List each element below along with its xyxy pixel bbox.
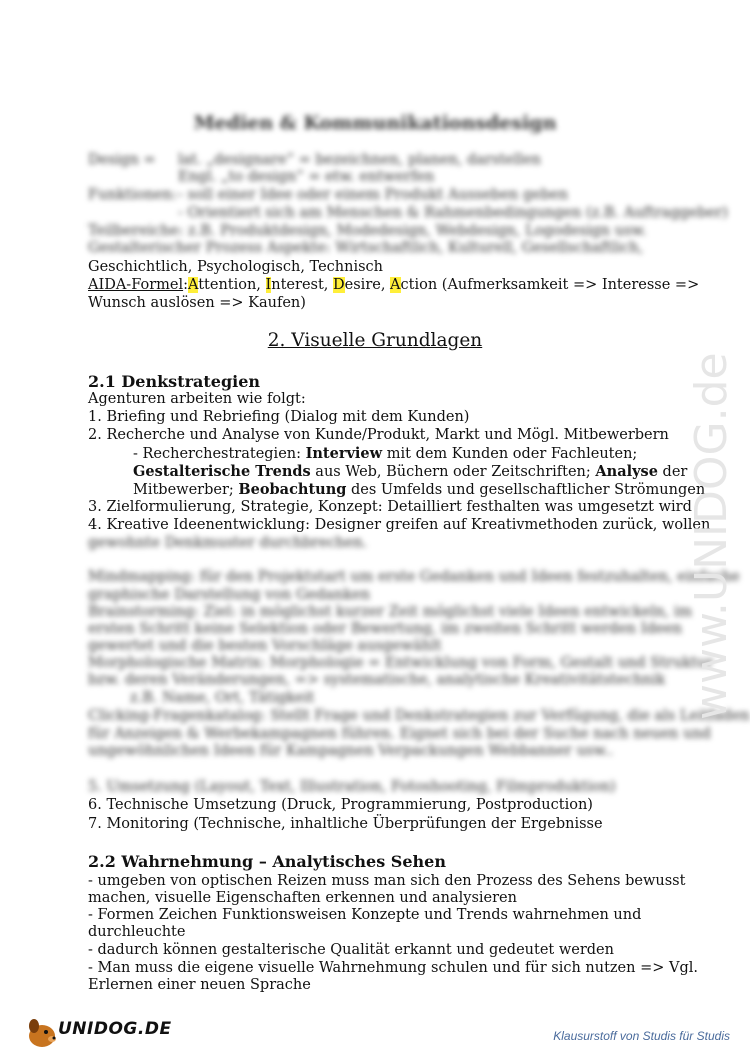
sub-item: [133, 463, 687, 481]
aida-line: [88, 277, 699, 294]
intro-line: Geschichtlich, Psychologisch, Technisch: [88, 259, 383, 275]
aida-letter-i: I: [265, 277, 272, 293]
section-heading: 2. Visuelle Grundlagen: [267, 330, 483, 351]
aida-letter-d: D: [333, 277, 345, 293]
def-row: [88, 240, 643, 257]
blurred-line: 5. Umsetzung (Layout, Text, Illustration, Fotoshooting, Filmproduktion): [88, 779, 616, 795]
aida-line-2: Wunsch auslösen => Kaufen): [88, 295, 306, 311]
text: mit dem Kunden oder Fachleuten;: [382, 446, 638, 462]
aida-word: nterest,: [271, 277, 334, 293]
blurred-line: graphische Darstellung von Gedanken: [88, 587, 371, 603]
def-text: Wirtschaftlich, Kulturell, Gesellschaftlich,: [335, 240, 644, 256]
def-text: - Orientiert sich am Menschen & Rahmenbedingungen (z.B. Auftraggeber): [178, 205, 728, 221]
bold-term: Beobachtung: [238, 481, 347, 498]
paragraph-line: machen, visuelle Eigenschaften erkennen und analysieren: [88, 890, 517, 906]
def-label: Teilbereiche:: [88, 223, 184, 239]
paragraph-line: - Man muss die eigene visuelle Wahrnehmung schulen und für sich nutzen => Vgl.: [88, 960, 698, 976]
def-label: Funktionen:: [88, 187, 177, 203]
paragraph-line: - umgeben von optischen Reizen muss man sich den Prozess des Sehens bewusst: [88, 873, 686, 889]
bold-term: Analyse: [595, 463, 658, 480]
watermark-text: www.UNIDOG.de: [686, 352, 737, 720]
dog-icon: [29, 1019, 56, 1047]
sub-item: [133, 481, 705, 499]
aida-word: ttention,: [198, 277, 266, 293]
bold-term: Interview: [305, 445, 383, 462]
list-item: 7. Monitoring (Technische, inhaltliche Überprüfungen der Ergebnisse: [88, 816, 603, 832]
list-item: 3. Zielformulierung, Strategie, Konzept: Detailliert festhalten was umgesetzt wird: [88, 499, 692, 515]
blurred-line: bzw. deren Veränderungen, => systematische, analytische Kreativitätstechnik: [88, 672, 666, 688]
paragraph-line: - dadurch können gestalterische Qualität erkannt und gedeutet werden: [88, 942, 614, 958]
aida-word: ction (Aufmerksamkeit => Interesse =>: [400, 277, 700, 293]
def-text: Engl. „to design“ = etw. entwerfen: [178, 169, 435, 185]
subsection-heading: 2.1 Denkstrategien: [88, 372, 261, 391]
aida-word: esire,: [344, 277, 391, 293]
doc-title: Medien & Kommunikationsdesign: [193, 112, 557, 134]
text: des Umfelds und gesellschaftlicher Strömungen: [346, 482, 706, 498]
def-row: [88, 187, 569, 204]
blurred-line: für Anzeigen & Werbekampagnen führen. Eignet sich bei der Suche nach neuen und: [88, 726, 711, 742]
aida-letter-a2: A: [390, 277, 401, 293]
def-row: [88, 152, 541, 169]
list-item: 2. Recherche und Analyse von Kunde/Produkt, Markt und Mögl. Mitbewerbern: [88, 427, 669, 443]
watermark: [628, 250, 750, 750]
aida-label: AIDA-Formel: [88, 277, 184, 293]
logo-text: UNIDOG.DE: [58, 1019, 172, 1039]
blurred-line: Morphologische Matrix: Morphologie = Entwicklung von Form, Gestalt und Struktur: [88, 655, 714, 671]
def-label: Design =: [88, 152, 156, 168]
sub-item: [133, 445, 637, 463]
paragraph-line: Erlernen einer neuen Sprache: [88, 977, 311, 993]
blurred-line: ersten Schritt keine Selektion oder Bewertung, im zweiten Schritt werden Ideen: [88, 621, 683, 637]
blurred-line: Brainstorming: Ziel: in möglichst kurzer Zeit möglichst viele Ideen entwickeln, im: [88, 604, 693, 620]
blurred-line: z.B. Name, Ort, Tätigkeit: [130, 690, 315, 706]
blurred-line: Mindmapping: für den Projektstart um erste Gedanken und Ideen festzuhalten, einfache: [88, 569, 740, 585]
blurred-line: gewertet und die besten Vorschläge ausgewählt: [88, 638, 442, 654]
text: aus Web, Büchern oder Zeitschriften;: [310, 464, 596, 480]
blurred-line: gewohnte Denkmuster durchbrechen.: [88, 535, 368, 551]
text: Mitbewerber;: [133, 482, 239, 498]
list-item: 1. Briefing und Rebriefing (Dialog mit dem Kunden): [88, 409, 470, 425]
aida-colon: :: [183, 277, 188, 293]
paragraph-line: Agenturen arbeiten wie folgt:: [88, 391, 306, 407]
paragraph-line: - Formen Zeichen Funktionsweisen Konzepte und Trends wahrnehmen und: [88, 907, 642, 923]
aida-letter-a: A: [187, 277, 199, 293]
def-text: z.B. Produktdesign, Modedesign, Webdesign, Logodesign usw.: [187, 223, 647, 239]
text: - Recherchestrategien:: [133, 446, 306, 462]
text: der: [657, 464, 688, 480]
bold-term: Gestalterische Trends: [133, 463, 311, 480]
list-item: 6. Technische Umsetzung (Druck, Programmierung, Postproduction): [88, 797, 593, 813]
blurred-line: ungewöhnlichen Ideen für Kampagnen Verpackungen Webbanner usw..: [88, 743, 614, 759]
subsection-heading: 2.2 Wahrnehmung – Analytisches Sehen: [88, 852, 446, 871]
def-text: lat. „designare“ = bezeichnen, planen, darstellen: [178, 152, 541, 168]
footer-slogan: Klausurstoff von Studis für Studis: [553, 1029, 730, 1043]
def-text: - soll einer Idee oder einem Produkt Ausseben geben: [178, 187, 569, 203]
paragraph-line: durchleuchte: [88, 924, 186, 940]
blurred-line: Clicking-Fragenkatalog: Stellt Frage und Denkstrategien zur Verfügung, die als Leitfaden: [88, 708, 750, 724]
def-label: Gestalterischer Prozess Aspekte:: [88, 240, 331, 256]
list-item: 4. Kreative Ideenentwicklung: Designer greifen auf Kreativmethoden zurück, wollen: [88, 517, 711, 533]
def-row: [88, 223, 647, 240]
